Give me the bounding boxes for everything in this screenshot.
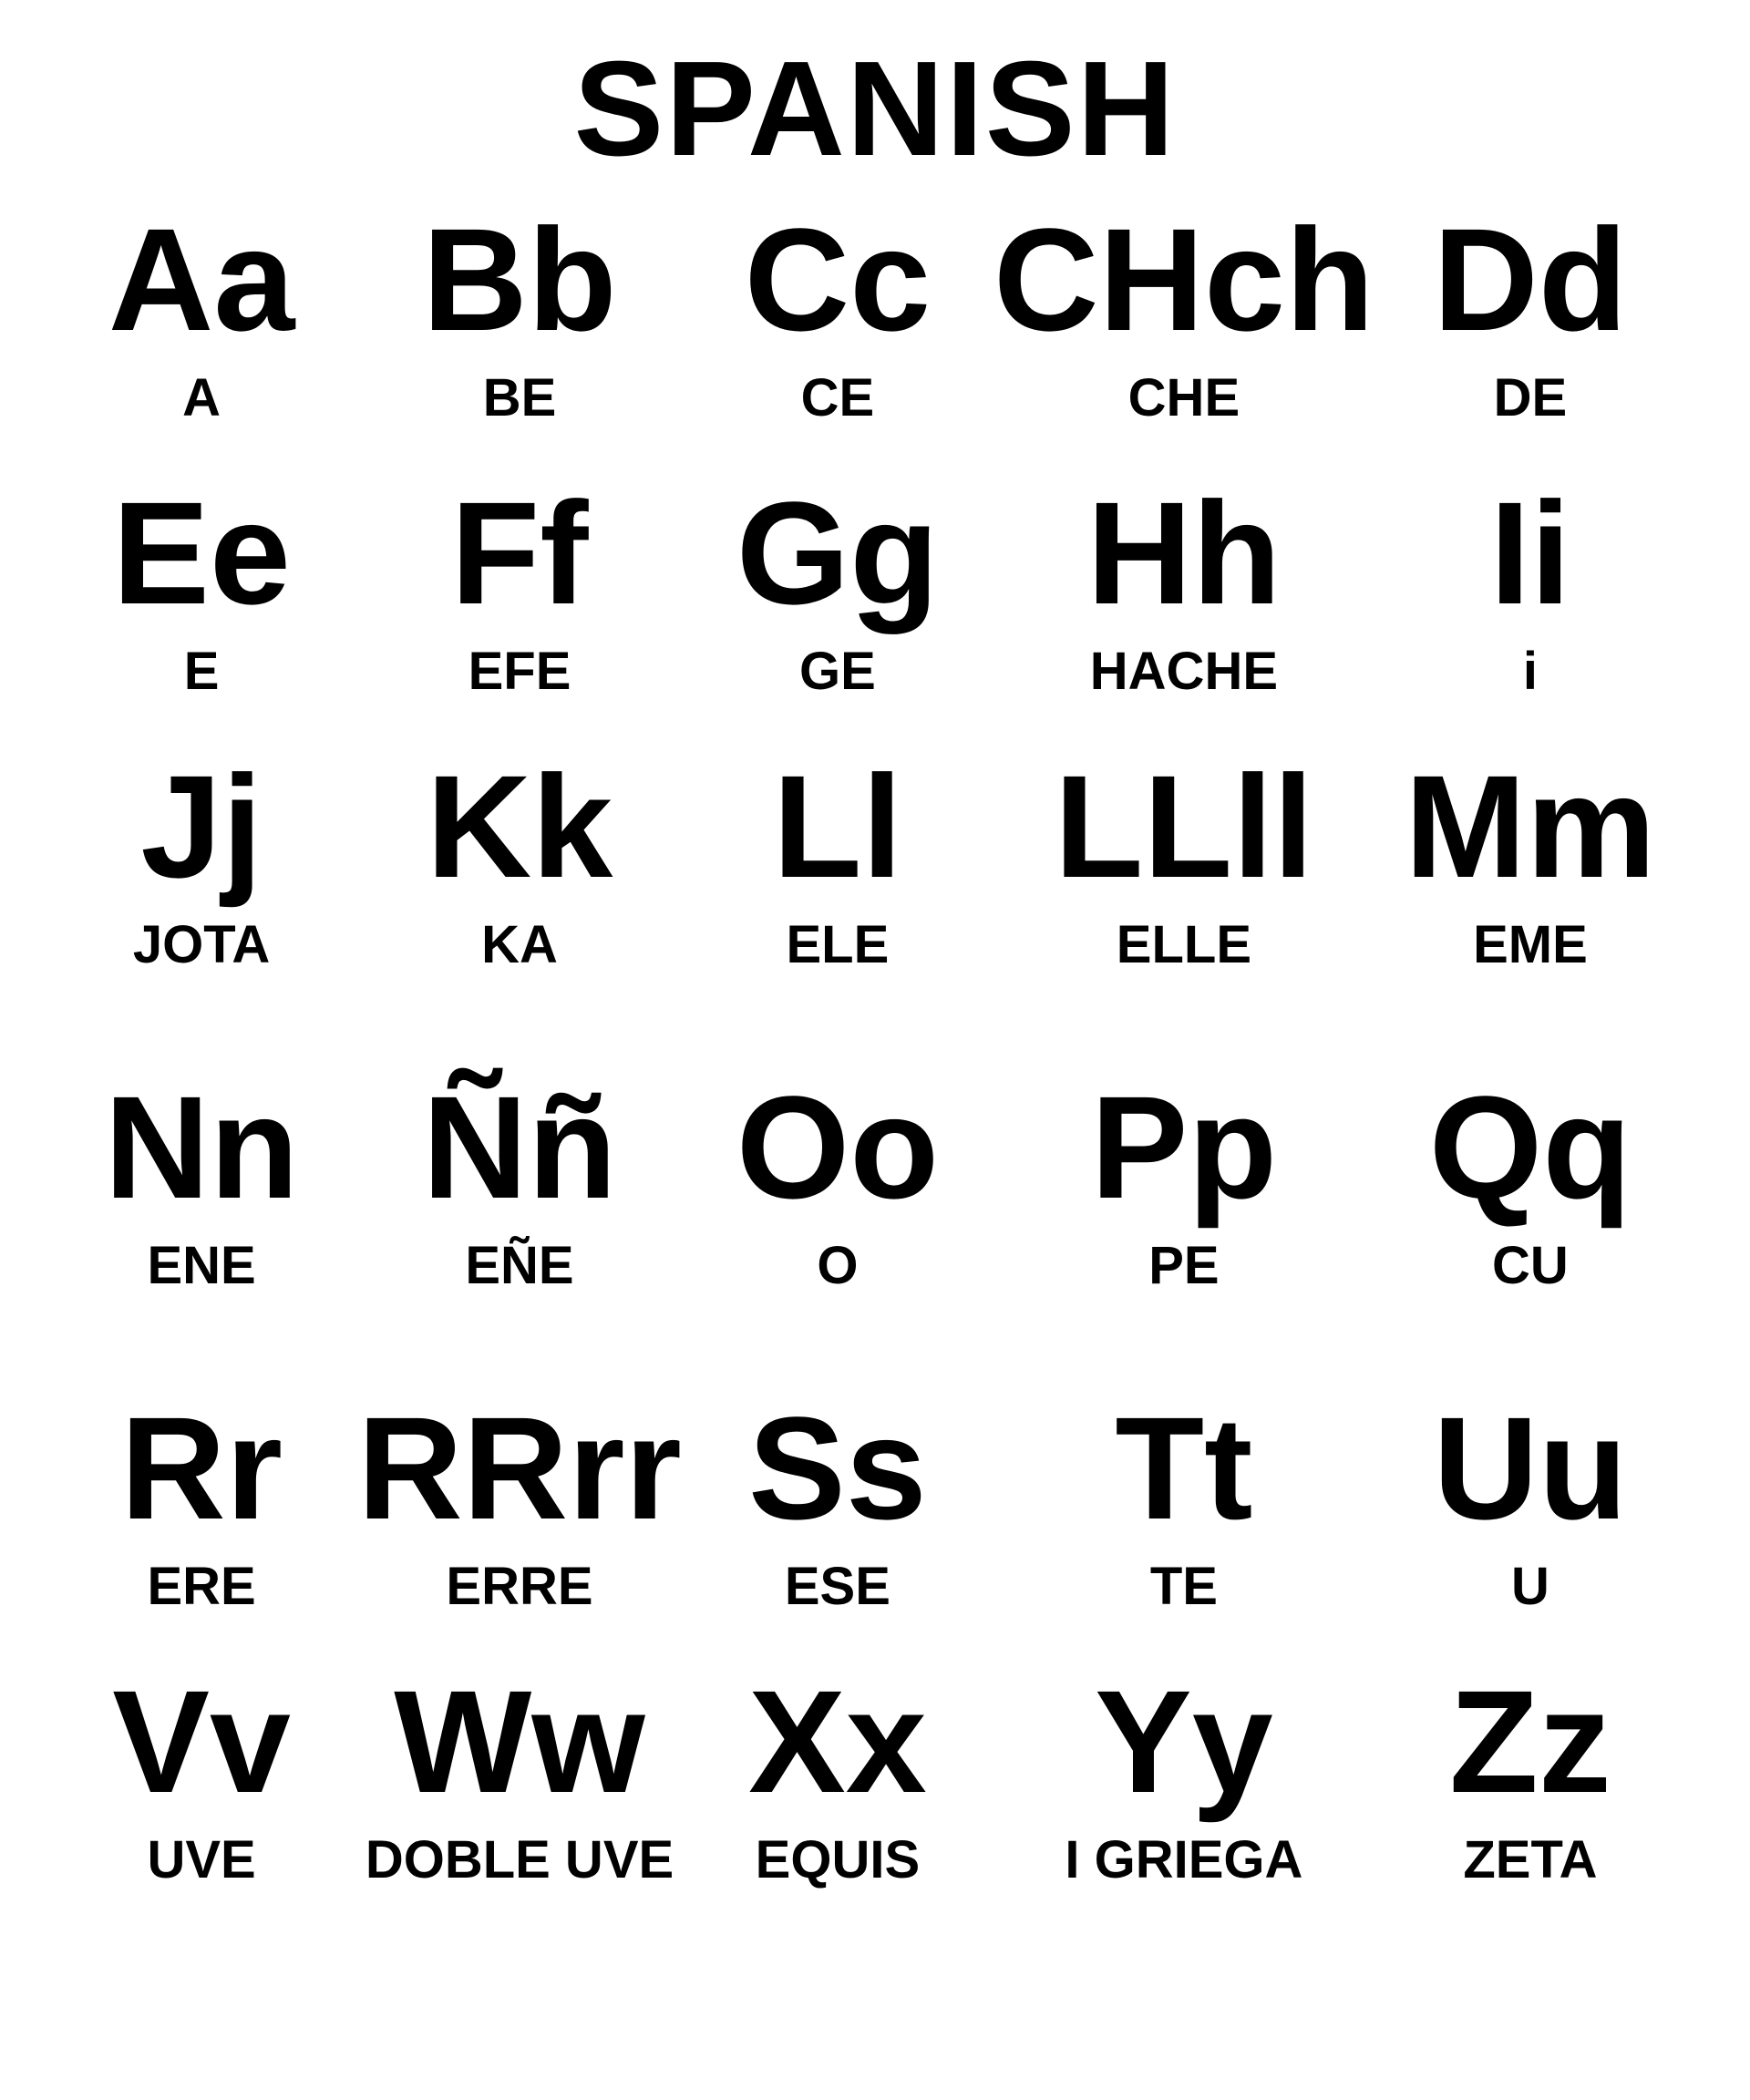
letter-name: I GRIEGA [1065,1829,1303,1889]
letter-pair: Ii [1489,471,1571,635]
alphabet-cell-r [46,1386,357,1667]
letter-name: ERE [147,1556,256,1616]
letter-name: ZETA [1463,1829,1598,1889]
letter-name: E [183,641,220,701]
letter-pair: Xx [748,1660,927,1824]
letter-pair: Nn [104,1065,299,1230]
letter-name: EME [1473,914,1588,974]
alphabet-cell-y [993,1660,1374,1950]
alphabet-cell-j [46,745,357,1073]
letter-pair: Cc [744,198,932,362]
alphabet-cell-q [1374,1065,1686,1394]
alphabet-cell-b [357,198,682,479]
alphabet-cell-v [46,1660,357,1950]
letter-pair: CHch [993,198,1374,362]
letter-name: PE [1148,1235,1220,1295]
page-title: SPANISH [573,34,1177,184]
letter-name: HACHE [1089,641,1279,701]
letter-name: ELE [786,914,890,974]
letter-pair: Qq [1428,1065,1632,1230]
letter-name: CE [800,367,875,427]
letter-pair: Rr [120,1386,283,1550]
letter-name: i [1522,641,1538,701]
letter-name: ESE [784,1556,890,1616]
letter-pair: Ee [112,471,291,635]
alphabet-cell-t [993,1386,1374,1667]
letter-pair: Dd [1433,198,1628,362]
letter-name: ENE [147,1235,256,1295]
alphabet-cell-ch [993,198,1374,479]
letter-name: EFE [468,641,571,701]
letter-name: TE [1149,1556,1218,1616]
alphabet-cell-z [1374,1660,1686,1950]
letter-name: GE [799,641,876,701]
alphabet-cell-e [46,471,357,752]
letter-pair: Ll [772,745,902,909]
alphabet-cell-a [46,198,357,479]
letter-name: EQUIS [755,1829,921,1889]
letter-pair: Vv [112,1660,291,1824]
alphabet-cell-g [682,471,993,752]
letter-name: UVE [147,1829,256,1889]
letter-name: DOBLE UVE [365,1829,674,1889]
letter-name: A [182,367,221,427]
letter-name: ELLE [1116,914,1252,974]
alphabet-cell-w [357,1660,682,1950]
letter-name: BE [482,367,557,427]
alphabet-cell-u [1374,1386,1686,1667]
letter-pair: Uu [1433,1386,1628,1550]
letter-pair: Ññ [422,1065,617,1230]
letter-pair: Tt [1115,1386,1253,1550]
alphabet-cell-x [682,1660,993,1950]
letter-name: JOTA [132,914,271,974]
letter-pair: Zz [1449,1660,1611,1824]
letter-name: CHE [1127,367,1240,427]
letter-pair: Ff [450,471,589,635]
alphabet-cell-o [682,1065,993,1394]
alphabet-cell-p [993,1065,1374,1394]
letter-pair: Gg [736,471,939,635]
letter-pair: Ww [394,1660,645,1824]
letter-pair: RRrr [357,1386,682,1550]
letter-pair: Kk [426,745,613,909]
alphabet-cell-k [357,745,682,1073]
letter-name: DE [1493,367,1568,427]
alphabet-cell-enye [357,1065,682,1394]
letter-pair: Ss [748,1386,927,1550]
letter-name: ERRE [446,1556,593,1616]
letter-pair: Mm [1405,745,1656,909]
alphabet-cell-s [682,1386,993,1667]
letter-name: O [817,1235,859,1295]
letter-pair: Jj [140,745,262,909]
letter-name: EÑE [465,1235,574,1295]
letter-name: U [1510,1556,1549,1616]
alphabet-cell-l [682,745,993,1073]
letter-pair: Bb [422,198,617,362]
alphabet-cell-c [682,198,993,479]
alphabet-cell-h [993,471,1374,752]
letter-pair: Hh [1086,471,1282,635]
alphabet-grid [46,198,1686,1950]
letter-name: KA [481,914,558,974]
alphabet-cell-d [1374,198,1686,479]
alphabet-cell-i [1374,471,1686,752]
alphabet-cell-ll [993,745,1374,1073]
alphabet-cell-rr [357,1386,682,1667]
letter-pair: Aa [108,198,295,362]
letter-pair: Yy [1095,1660,1273,1824]
alphabet-cell-f [357,471,682,752]
letter-pair: LLll [1054,745,1314,909]
letter-name: CU [1492,1235,1569,1295]
letter-pair: Pp [1090,1065,1278,1230]
alphabet-cell-m [1374,745,1686,1073]
alphabet-cell-n [46,1065,357,1394]
letter-pair: Oo [736,1065,939,1230]
